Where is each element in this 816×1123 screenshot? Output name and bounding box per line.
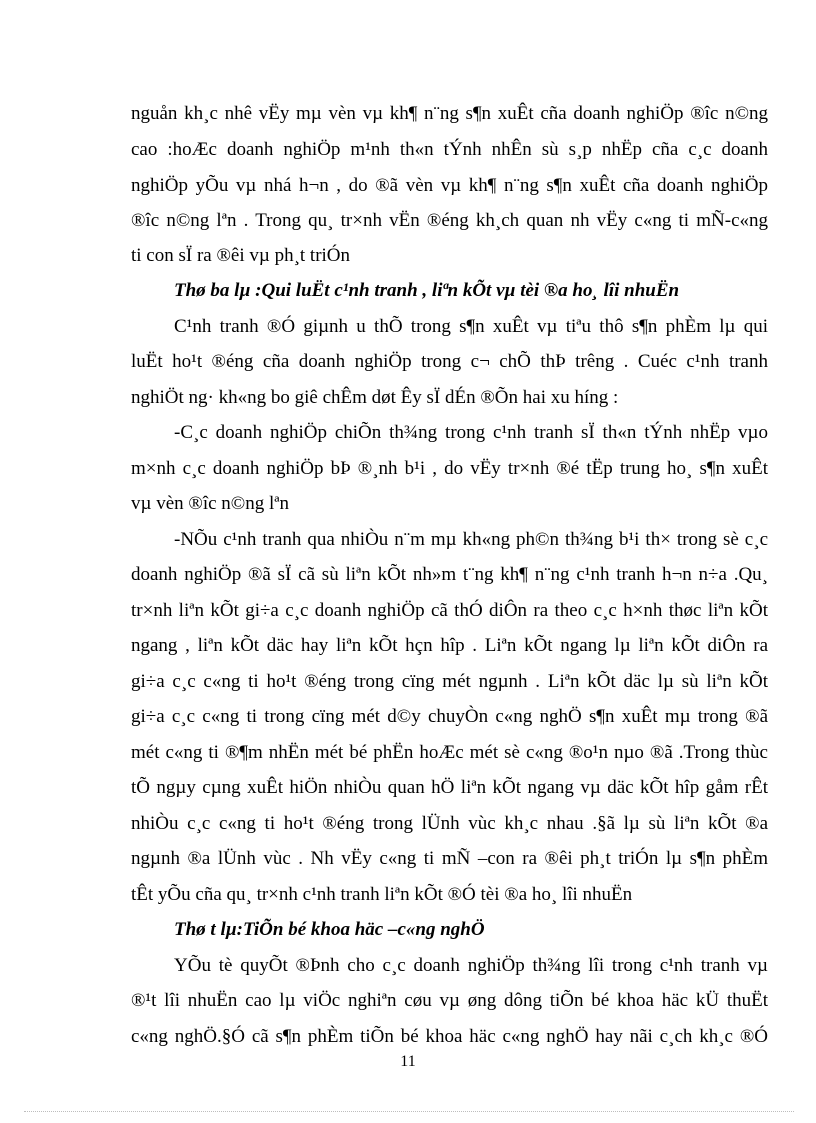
paragraph-line: -NÕu c¹nh tranh qua nhiÒu n¨m mµ kh«ng ph©n th¾ng b¹i th× trong sè c¸c (174, 529, 768, 550)
paragraph-line: nhiÒu c¸c c«ng ti ho¹t ®éng trong lÜnh vùc kh¸c nhau .§ã lµ sù liªn kÕt ®a (131, 813, 768, 834)
paragraph-line: gi÷a c¸c c«ng ti ho¹t ®éng trong cïng mét ngµnh . Liªn kÕt däc lµ sù liªn kÕt (131, 671, 768, 692)
paragraph-line: gi÷a c¸c c«ng ti trong cïng mét d©y chuyÒn c«ng nghÖ s¶n xuÊt mµ trong ®ã (131, 706, 768, 727)
paragraph-line: -C¸c doanh nghiÖp chiÕn th¾ng trong c¹nh tranh sÏ th«n tÝnh nhËp vµo (174, 422, 768, 443)
paragraph-line: tÊt yÕu cña qu¸ tr×nh c¹nh tranh liªn kÕt ®Ó tèi ®a ho¸ lîi nhuËn (131, 884, 633, 905)
section-heading: Thø ba lµ :Qui luËt c¹nh tranh , liªn kÕt vµ tèi ®a ho¸ lîi nhuËn (174, 280, 680, 301)
page-number: 11 (400, 1053, 416, 1070)
section-heading: Thø t lµ:TiÕn bé khoa häc –c«ng nghÖ (174, 919, 485, 940)
paragraph-line: YÕu tè quyÕt ®Þnh cho c¸c doanh nghiÖp th¾ng lîi trong c¹nh tranh vµ (174, 955, 768, 976)
paragraph-line: tr×nh liªn kÕt gi÷a c¸c doanh nghiÖp cã thÓ diÔn ra theo c¸c h×nh thøc liªn kÕt (131, 600, 768, 621)
paragraph-line: ngang , liªn kÕt däc hay liªn kÕt hçn hîp . Liªn kÕt ngang lµ liªn kÕt diÔn ra (131, 635, 768, 656)
paragraph-line: ®¹t lîi nhuËn cao lµ viÖc nghiªn cøu vµ øng dông tiÕn bé khoa häc kÜ thuËt (131, 990, 768, 1011)
paragraph-line: c«ng nghÖ.§Ó cã s¶n phÈm tiÕn bé khoa häc c«ng nghÖ hay nãi c¸ch kh¸c ®Ó (131, 1026, 768, 1047)
paragraph-line: ti con sÏ ra ®êi vµ ph¸t triÓn (131, 245, 351, 266)
paragraph-line: cao :hoÆc doanh nghiÖp m¹nh th«n tÝnh nhÊn sù s¸p nhËp cña c¸c doanh (131, 139, 768, 160)
paragraph-line: nghiÖp yÕu vµ nhá h¬n , do ®ã vèn vµ kh¶ n¨ng s¶n xuÊt cña doanh nghiÖp (131, 175, 768, 196)
paragraph-line: mét c«ng ti ®¶m nhËn mét bé phËn hoÆc mét sè c«ng ®o¹n nµo ®ã .Trong thùc (131, 742, 768, 763)
paragraph-line: C¹nh tranh ®Ó giµnh u thÕ trong s¶n xuÊt vµ tiªu thô s¶n phÈm lµ qui (174, 316, 768, 337)
paragraph-line: luËt ho¹t ®éng cña doanh nghiÖp trong c¬ chÕ thÞ trêng . Cuéc c¹nh tranh (131, 351, 768, 372)
paragraph-line: ngµnh ®a lÜnh vùc . Nh vËy c«ng ti mÑ –con ra ®êi ph¸t triÓn lµ s¶n phÈm (131, 848, 768, 869)
paragraph-line: nguån kh¸c nhê vËy mµ vèn vµ kh¶ n¨ng s¶n xuÊt cña doanh nghiÖp ®îc n©ng (131, 103, 768, 124)
paragraph-line: ®îc n©ng lªn . Trong qu¸ tr×nh vËn ®éng kh¸ch quan nh vËy c«ng ti mÑ-c«ng (131, 210, 768, 231)
paragraph-line: vµ vèn ®îc n©ng lªn (131, 493, 289, 514)
paragraph-line: tÕ ngµy cµng xuÊt hiÖn nhiÒu quan hÖ liªn kÕt ngang vµ däc kÕt hîp gåm rÊt (131, 777, 768, 798)
footer-divider (24, 1111, 794, 1112)
paragraph-line: m×nh c¸c doanh nghiÖp bÞ ®¸nh b¹i , do vËy tr×nh ®é tËp trung ho¸ s¶n xuÊt (131, 458, 768, 479)
paragraph-line: doanh nghiÖp ®ã sÏ cã sù liªn kÕt nh»m t¨ng kh¶ n¨ng c¹nh tranh h¬n n÷a .Qu¸ (131, 564, 768, 585)
paragraph-line: nghiÖt ng· kh«ng bo giê chÊm døt Êy sÏ dÉn ®Õn hai xu híng : (131, 387, 619, 408)
